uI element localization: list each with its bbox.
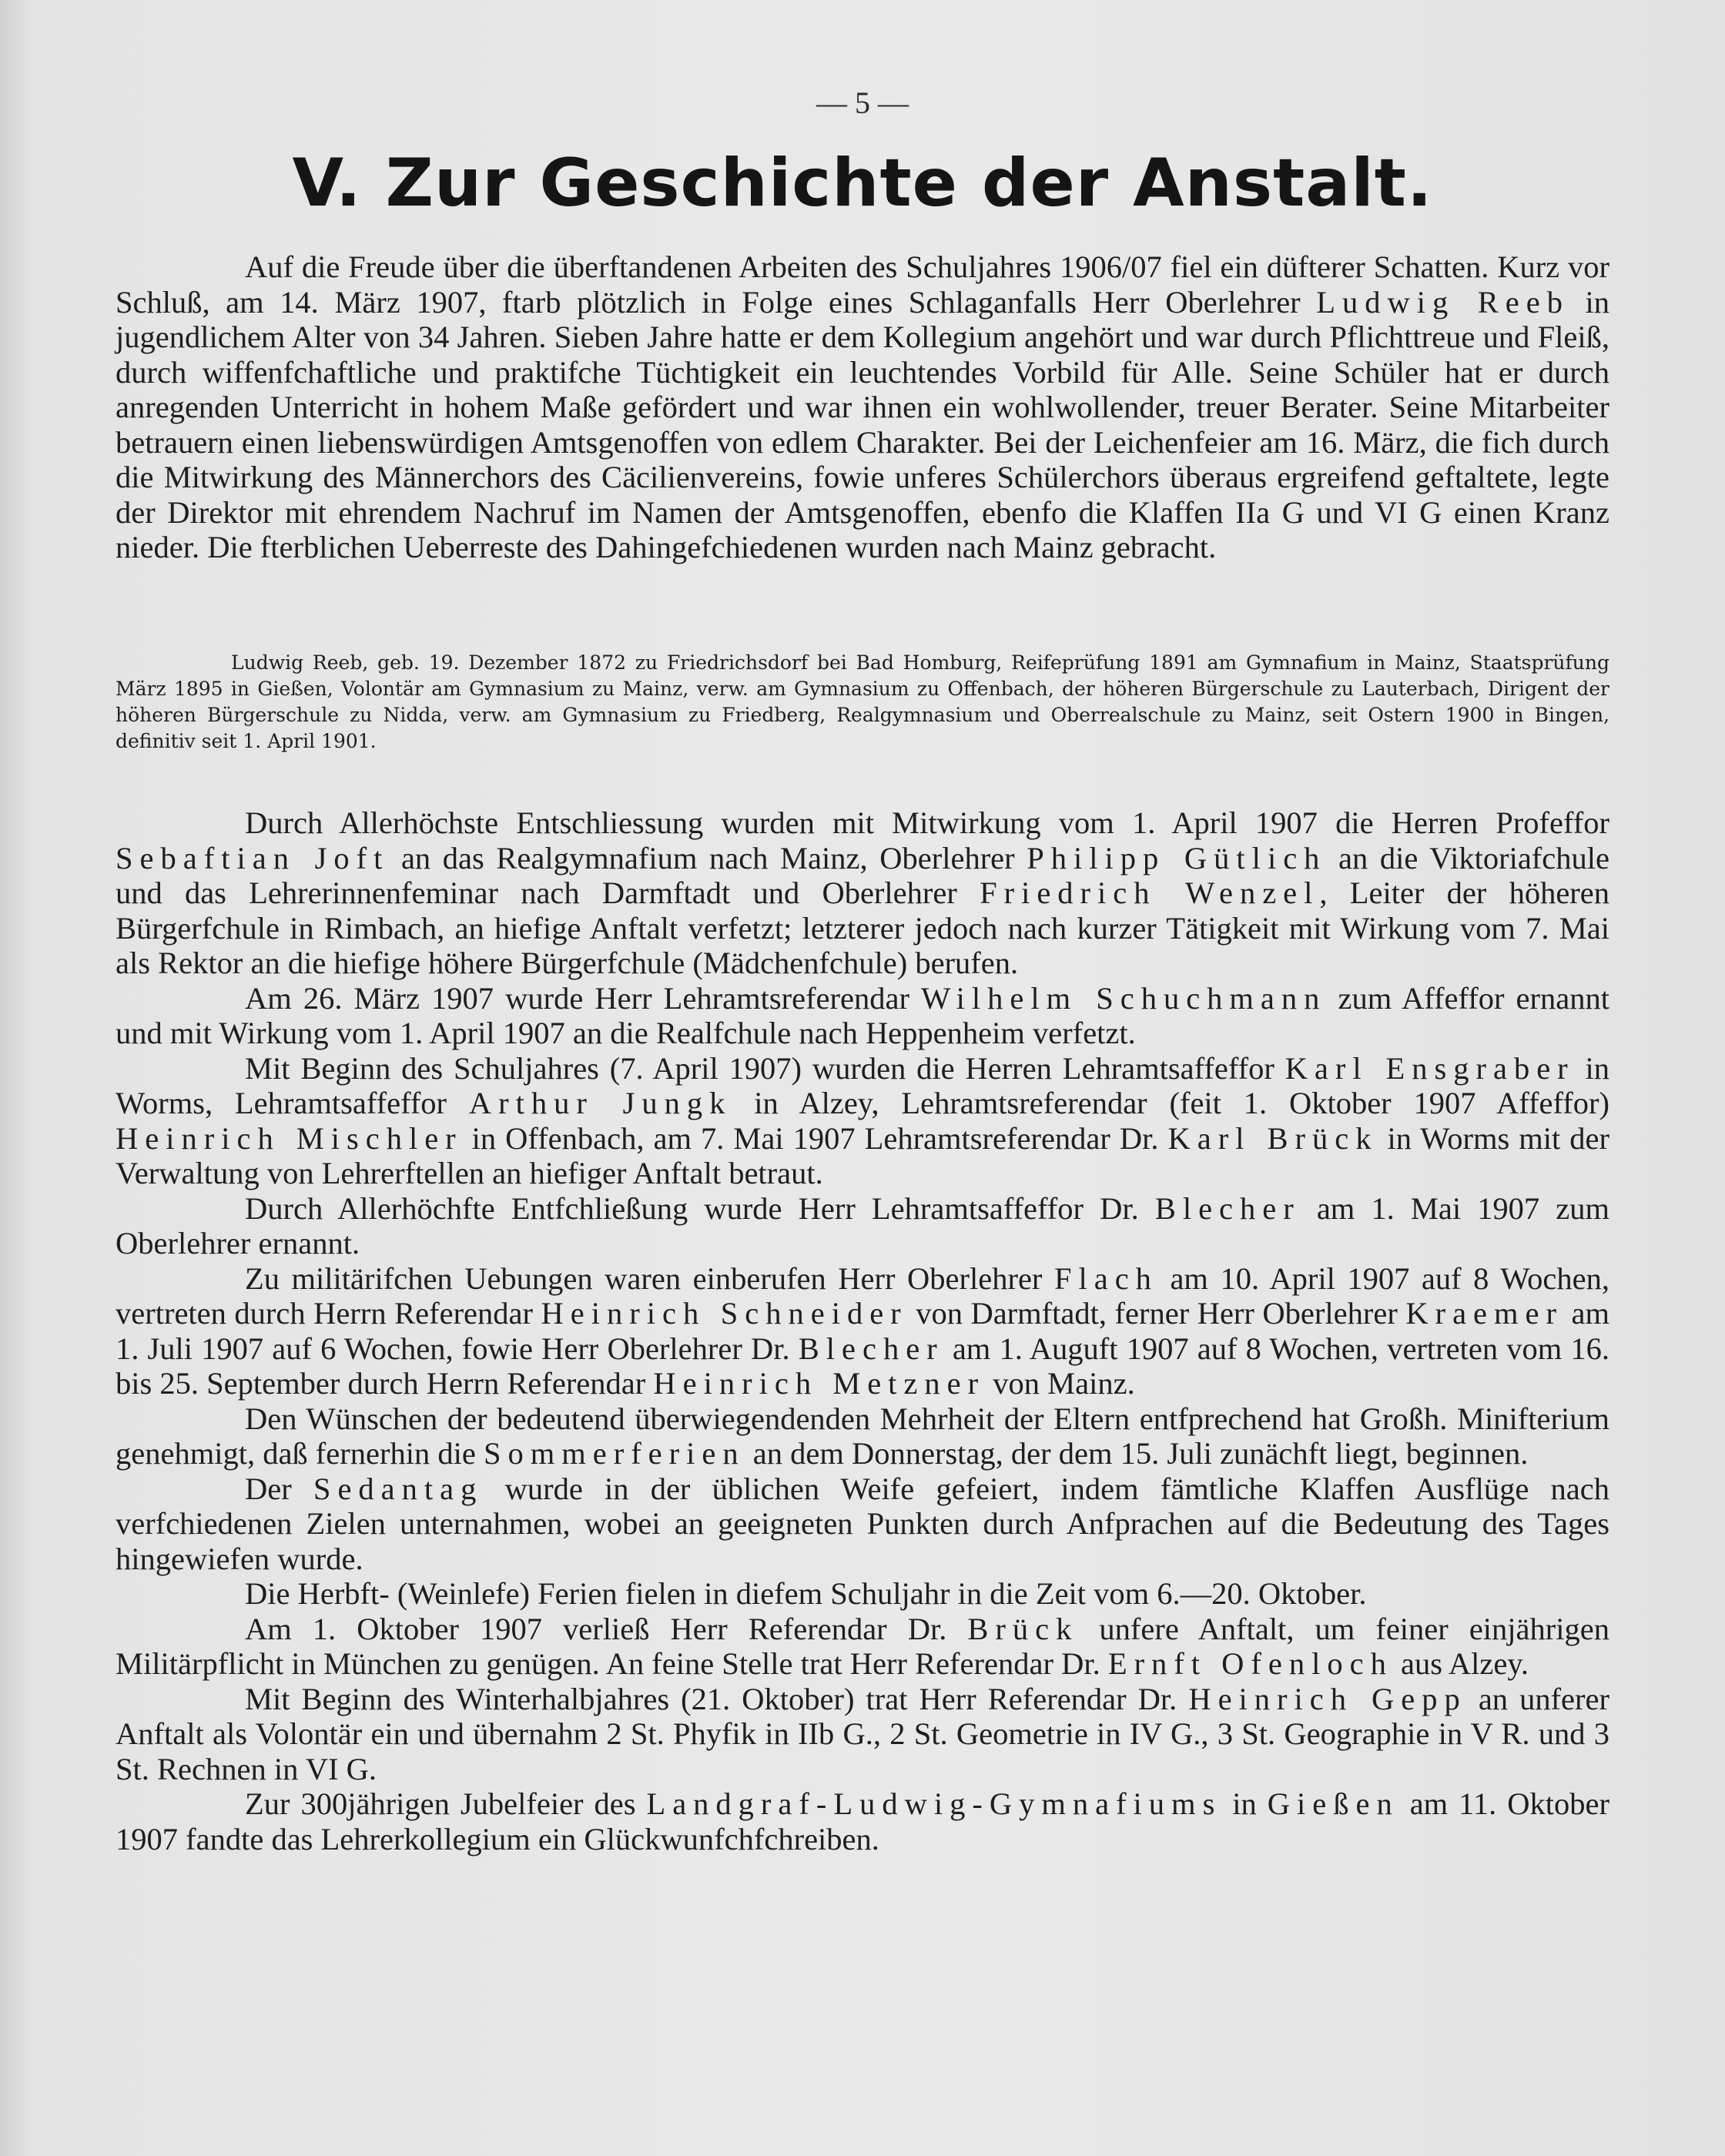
text-run: am 10. April 1907 auf 8 Wochen, vertreten durch Herrn Referendar	[116, 1260, 1609, 1331]
text-run: am 1. Mai 1907 zum Oberlehrer ernannt.	[116, 1190, 1609, 1260]
text-run: wurde in der üblichen Weife gefeiert, indem fämtliche Klaffen Ausflüge nach verfchiedenen Zielen unternahmen, wobei an geeigneten Punkten durch Anfprachen auf die Bedeutung des Tages hingewiefen wurde.	[116, 1471, 1609, 1576]
biography-text: Ludwig Reeb, geb. 19. Dezember 1872 zu Friedrichsdorf bei Bad Homburg, Reifeprüfung 1891 am Gymnafium in Mainz, Staatsprüfung März 1895 in Gießen, Volontär am Gymnasium zu Mainz, verw. am Gymnasium zu Offenbach, der höheren Bürgerschule zu Lauterbach, Dirigent der höheren Bürgerschule zu Nidda, verw. am Gymnasium zu Friedberg, Realgymnasium und Oberrealschule zu Mainz, seit Ostern 1900 in Bingen, definitiv seit 1. April 1901.	[116, 651, 1609, 752]
spaced-name: Gießen	[1267, 1786, 1399, 1821]
text-run: am 1. Auguft 1907 auf 8 Wochen, vertreten vom 16. bis 25. September durch Herrn Referendar	[116, 1331, 1609, 1401]
text-run: an die Viktoriafchule und das Lehrerinnenfeminar nach Darmftadt und Oberlehrer	[116, 840, 1609, 910]
text-run: von Mainz.	[985, 1366, 1135, 1401]
spaced-name: Karl Ensgraber	[1285, 1050, 1575, 1086]
text-run: Zu militärifchen Uebungen waren einberufen Herr Oberlehrer	[245, 1260, 1054, 1296]
spaced-name: Wilhelm Schuchmann	[921, 980, 1327, 1016]
text-run: aus Alzey.	[1392, 1646, 1529, 1681]
spaced-name: Heinrich Gepp	[1188, 1681, 1467, 1716]
text-run: , Leiter der höheren Bürgerfchule in Rimbach, an hiefige Anftalt verfetzt; letzterer jedoch nach kurzer Tätigkeit mit Wirkung vom 7. Mai als Rektor an die hiefige höhere Bürgerfchule (Mädchenfchule) berufen.	[116, 875, 1610, 980]
spaced-name: Philipp Gütlich	[1027, 840, 1327, 875]
spaced-name: Arthur Jungk	[468, 1086, 732, 1120]
text-run: Am 26. März 1907 wurde Herr Lehramtsreferendar	[245, 980, 922, 1016]
text-run: Auf die Freude über die überftandenen Arbeiten des Schuljahres 1906/07 fiel ein düfterer Schatten. Kurz vor Schluß, am 14. März 1907, ftarb plötzlich in Folge eines Schlaganfalls Herr Oberlehrer	[116, 249, 1609, 320]
spaced-name: Brück	[967, 1611, 1079, 1646]
paragraph	[116, 1401, 1609, 1471]
spaced-name: Sebaftian Joft	[116, 840, 390, 875]
text-run: in Worms, Lehramtsaffeffor	[116, 1050, 1610, 1120]
paragraph	[116, 1261, 1609, 1401]
text-run: am 1. Juli 1907 auf 6 Wochen, fowie Herr Oberlehrer Dr.	[116, 1296, 1609, 1366]
paragraph	[116, 249, 1609, 565]
spaced-name: Blecher	[798, 1331, 944, 1366]
page-number: — 5 —	[816, 85, 909, 120]
text-run: Die Herbft- (Weinlefe) Ferien fielen in diefem Schuljahr in die Zeit vom 6.—20. Oktober.	[245, 1576, 1367, 1611]
spaced-name: Ernft Ofenloch	[1107, 1646, 1393, 1681]
text-run: Den Wünschen der bedeutend überwiegendenden Mehrheit der Eltern entfprechend hat Großh. Minifterium genehmigt, daß fernerhin die	[116, 1401, 1609, 1471]
text-run: am 11. Oktober 1907 fandte das Lehrerkollegium ein Glückwunfchfchreiben.	[116, 1786, 1609, 1856]
paragraph	[116, 1786, 1609, 1856]
text-run: an das Realgymnafium nach Mainz, Oberlehrer	[389, 840, 1027, 875]
paragraph	[116, 1191, 1609, 1261]
text-run: Am 1. Oktober 1907 verließ Herr Referendar Dr.	[245, 1611, 968, 1646]
paragraph	[116, 805, 1609, 981]
text-run: Durch Allerhöchste Entschliessung wurden mit Mitwirkung vom 1. April 1907 die Herren Profeffor	[245, 805, 1609, 840]
paragraph	[116, 1471, 1609, 1577]
section-title: V. Zur Geschichte der Anstalt.	[292, 145, 1433, 222]
biography-note	[116, 650, 1609, 755]
spaced-name: Heinrich Metzner	[653, 1366, 986, 1401]
text-run: von Darmftadt, ferner Herr Oberlehrer	[907, 1296, 1406, 1331]
spaced-name: Heinrich Schneider	[541, 1296, 908, 1331]
text-run: in Offenbach, am 7. Mai 1907 Lehramtsreferendar Dr.	[462, 1120, 1168, 1156]
spaced-name: Blecher	[1154, 1190, 1301, 1226]
spaced-name: Sedantag	[313, 1471, 484, 1506]
text-run: an dem Donnerstag, der dem 15. Juli zunächft liegt, beginnen.	[745, 1436, 1529, 1471]
text-run: unfere Anftalt, um feiner einjährigen Militärpflicht in München zu genügen. An feine Stelle trat Herr Referendar Dr.	[116, 1611, 1609, 1681]
chronicle-section	[116, 805, 1609, 1856]
paragraph	[116, 981, 1609, 1051]
text-run: Durch Allerhöchfte Entfchließung wurde Herr Lehramtsaffeffor Dr.	[245, 1190, 1155, 1226]
spaced-name: Friedrich Wenzel	[980, 875, 1320, 910]
text-run: an unferer Anftalt als Volontär ein und übernahm 2 St. Phyfik in IIb G., 2 St. Geometrie in IV G., 3 St. Geographie in V R. und 3 St. Rechnen in VI G.	[116, 1681, 1609, 1786]
spaced-name: Kraemer	[1405, 1296, 1563, 1331]
text-run: in jugendlichem Alter von 34 Jahren. Sieben Jahre hatte er dem Kollegium angehört und war durch Pflichttreue und Fleiß, durch wiffenfchaftliche und praktifche Tüchtigkeit ein leuchtendes Vorbild für Alle. Seine Schüler hat er durch anregenden Unterricht in hohem Maße gefördert und war ihnen ein wohlwollender, treuer Berater. Seine Mitarbeiter betrauern einen liebenswürdigen Amtsgenoffen von edlem Charakter. Bei der Leichenfeier am 16. März, die fich durch die Mitwirkung des Männerchors des Cäcilienvereins, fowie unferes Schülerchors überaus ergreifend geftaltete, legte der Direktor mit ehrendem Nachruf im Namen der Amtsgenoffen, ebenfo die Klaffen IIa G und VI G einen Kranz nieder. Die fterblichen Ueberreste des Dahingefchiedenen wurden nach Mainz gebracht.	[116, 284, 1609, 564]
text-run: Zur 300jährigen Jubelfeier des	[245, 1786, 647, 1821]
spaced-name: Karl Brück	[1167, 1120, 1378, 1156]
paragraph	[116, 1682, 1609, 1787]
text-run: Mit Beginn des Schuljahres (7. April 1907) wurden die Herren Lehramtsaffeffor	[245, 1050, 1285, 1086]
text-run: Der	[245, 1471, 313, 1506]
spaced-name: Heinrich Mischler	[116, 1120, 463, 1156]
obituary-section	[116, 249, 1609, 565]
spaced-name: Flach	[1053, 1260, 1158, 1296]
paragraph	[116, 1051, 1609, 1191]
text-run: in	[1221, 1786, 1268, 1821]
paragraph	[116, 1576, 1609, 1612]
text-run: in Worms mit der Verwaltung von Lehrerftellen an hiefiger Anftalt betraut.	[116, 1120, 1609, 1190]
spaced-name: Landgraf-Ludwig-Gymnafiums	[646, 1786, 1222, 1821]
spaced-name: Sommerferien	[483, 1436, 745, 1471]
paragraph	[116, 1612, 1609, 1682]
text-run: Mit Beginn des Winterhalbjahres (21. Oktober) trat Herr Referendar Dr.	[245, 1681, 1189, 1716]
spaced-name: Ludwig Reeb	[1316, 284, 1569, 320]
text-run: in Alzey, Lehramtsreferendar (feit 1. Oktober 1907 Affeffor)	[732, 1086, 1609, 1120]
text-run: zum Affeffor ernannt und mit Wirkung vom 1. April 1907 an die Realfchule nach Heppenheim verfetzt.	[116, 980, 1609, 1050]
